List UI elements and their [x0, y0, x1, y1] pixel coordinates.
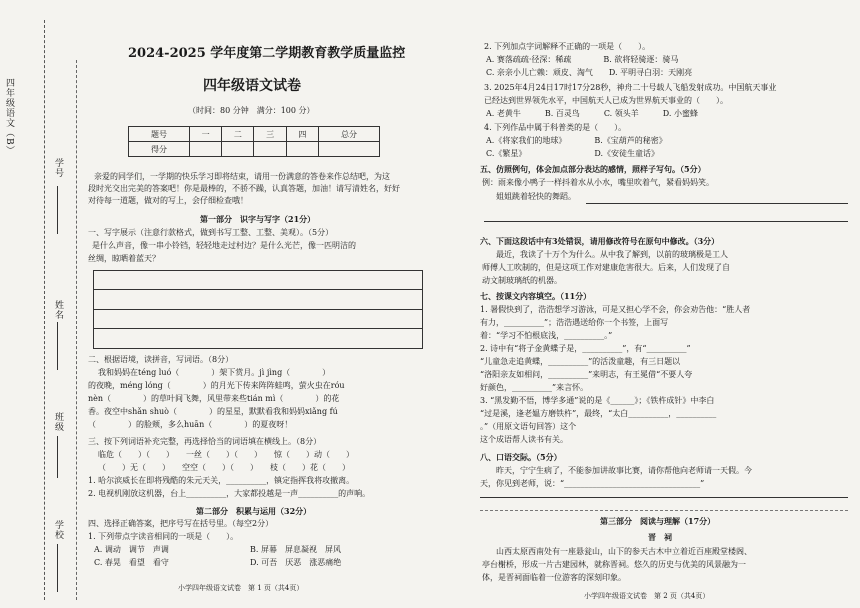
q4-4-options-ab[interactable]: A.《将家我们的地球》 B.《宝葫芦的秘密》	[486, 136, 667, 145]
time-score: （时间：80 分钟 满分：100 分）	[188, 106, 315, 115]
q2-line: nèn（ ）的草叶间飞舞，风里带来些tián mì（ ）的花	[88, 394, 340, 403]
score-row-values	[129, 142, 380, 157]
q8-line: 昨天，宁宁生病了，不能参加讲故事比赛，请你帮他向老师请一天假。今	[496, 466, 752, 475]
score-row-heading	[129, 127, 380, 142]
score-input[interactable]	[189, 142, 221, 157]
student-number-label: 学号	[53, 158, 63, 178]
q7-line: “洛阳亲友如相问，__________”来明志，有王冕借“不要人夸	[480, 370, 693, 379]
part2-heading: 第二部分 积累与运用（32分）	[196, 506, 312, 516]
q4-3-options[interactable]: A. 老黄牛 B. 百灵鸟 C. 领头羊 D. 小蜜蜂	[486, 109, 698, 118]
writing-line	[94, 309, 422, 310]
q7-line: 这个成语帮人读书有关。	[480, 435, 568, 444]
q8-line: 天，你见到老师，说：“__________________________________”	[480, 479, 705, 488]
footer-left: 小学四年级语文试卷 第 1 页（共4页）	[178, 584, 304, 592]
footer-right: 小学四年级语文试卷 第 2 页（共4页）	[584, 592, 710, 600]
q5-title: 五、仿照例句，体会加点部分表达的感情，照样子写句。（5分）	[480, 164, 706, 174]
q4-4-stem: 4. 下列作品中属于科普类的是（ ）。	[484, 123, 627, 132]
score-input[interactable]	[286, 142, 318, 157]
q4-title: 四、选择正确答案，把序号写在括号里。（每空2分）	[88, 519, 274, 528]
q2-title: 二、根据语境，读拼音，写词语。（8分）	[88, 355, 234, 364]
score-cell: 二	[222, 127, 254, 142]
q7-line: “过是溪，逢老媪方磨铁杵”，最终，“太白__________，__________	[480, 409, 717, 418]
q7-line: 好颜色，__________”来言怀。	[480, 383, 589, 392]
q5-answer-line[interactable]	[586, 203, 848, 204]
reading-line: 山西太原西南处有一座悬瓮山，山下的参天古木中立着近百座殿堂楼阁、	[496, 547, 752, 556]
exam-subtitle: 四年级语文试卷	[203, 78, 301, 94]
right-page	[452, 0, 856, 608]
q4-2-options-cd[interactable]: C. 亲亲小儿亡赖：顽皮、淘气 D. 平明寻白羽：天刚亮	[486, 68, 693, 77]
score-cell: 题号	[129, 127, 190, 142]
score-table	[128, 126, 380, 157]
q5-prompt: 姐姐跳着轻快的舞蹈。	[496, 192, 576, 201]
score-cell: 三	[254, 127, 286, 142]
q2-line: 我和妈妈在téng luó（ ）架下赏月。jì jìng（ ）	[98, 368, 331, 377]
part1-heading: 第一部分 识字与写字（21分）	[200, 214, 316, 224]
q3-line: 临危（ ）（ ） 一丝（ ）（ ） 惊（ ）动（ ）	[98, 450, 354, 459]
q4-1-option-b[interactable]: B. 屏幕 屏息凝视 屏风	[250, 545, 341, 554]
q4-4-options-cd[interactable]: C.《繁星》 D.《安徒生童话》	[486, 149, 660, 158]
writing-grid[interactable]	[93, 270, 423, 349]
q4-1-stem: 1. 下列带点字读音相同的一项是（ ）。	[88, 532, 239, 541]
q2-line: 的夜晚，méng lóng（ ）的月光下传来阵阵蛙鸣，萤火虫在róu	[88, 381, 345, 390]
class-field[interactable]	[57, 436, 59, 478]
exam-title: 2024-2025 学年度第二学期教育教学质量监控	[128, 46, 406, 61]
q8-title: 八、口语交际。（5分）	[480, 452, 562, 462]
q6-line: 师傅人工吹制的，但是这项工作对建康危害很大。后来，人们发现了自	[482, 263, 730, 272]
q4-1-option-d[interactable]: D. 可吾 厌恶 涨恶痛绝	[250, 558, 342, 567]
binding-line	[44, 20, 45, 600]
q1-title: 一、写字展示（注意行款格式，做到书写工整、工整、美观）。（5分）	[88, 228, 334, 237]
q7-title: 七、按课文内容填空。（11分）	[480, 291, 592, 301]
score-input[interactable]	[319, 142, 380, 157]
q7-line: 2. 诗中有“将子金黄蝶子是，__________”，有“__________”	[480, 344, 691, 353]
name-field[interactable]	[57, 322, 59, 370]
q4-2-stem: 2. 下列加点字词解释不正确的一项是（ ）。	[484, 42, 651, 51]
reading-title: 晋 祠	[648, 532, 672, 542]
q8-answer-line[interactable]	[480, 497, 848, 498]
score-input[interactable]	[254, 142, 286, 157]
q5-example: 例：雨来像小鸭子一样抖着水从小水，嘴里吹着气，紧看妈妈笑。	[482, 178, 714, 187]
q7-line: “儿童急走追黄蝶，__________”的活泼童趣，有三日题以	[480, 357, 681, 366]
q7-line: 着：“学习不怕根底浅，__________。”	[480, 331, 613, 340]
q5-answer-line[interactable]	[484, 221, 848, 222]
q4-3-line: 已经达到世界领先水平，中国航天人已成为世界航天事业的（ ）。	[484, 96, 728, 105]
class-label: 班级	[53, 412, 63, 432]
q1-line: 是什么声音，像一串小铃铛，轻轻地走过村边？是什么光芒，像一匹明洁的	[92, 241, 356, 250]
q1-line: 丝绸，晾晒着蓝天？	[88, 254, 160, 263]
q2-line: 香。夜空中shǎn shuò（ ）的星星，默默看我和妈妈xiǎng fú	[88, 407, 338, 416]
q4-2-options-ab[interactable]: A. 赛落疏疏·径深：稀疏 B. 欲将轻骑逐：骑马	[486, 55, 679, 64]
q3-title: 三、按下列词语补充完整，再选择恰当的词语填在横线上。（8分）	[88, 437, 322, 446]
intro-line: 对待每一道题，做对的写上，会仔细检查哦！	[88, 196, 248, 205]
q4-1-option-a[interactable]: A. 调动 调节 声调	[94, 545, 169, 554]
q3-line: 2. 电视机刚放这机器，台上__________，大家都投越是一声__________的声响。	[88, 489, 371, 498]
q7-line: 1. 暑假快到了，浩浩想学习游泳，可是又担心学不会，你会劝告他：“胜人者	[480, 305, 751, 314]
q7-line: 3. “黑发勤不悟，博学多通”说的是《______》；《铁杵成针》中李白	[480, 396, 715, 405]
q6-line: 动文制玻璃纸的机器。	[482, 276, 562, 285]
reading-line: 亭台榭桥，形成一片古建园林，就称晋祠。悠久的历史与优美的风景融为一	[482, 560, 746, 569]
q6-line: 最近，我读了十万个为什么。从中我了解到，以前的玻璃极是工人	[496, 250, 728, 259]
q6-title: 六、下面这段话中有3处错误，请用修改符号在原句中修改。（3分）	[480, 236, 720, 246]
subject-label: 四年级语文（B）	[4, 78, 14, 156]
score-cell: 得分	[129, 142, 190, 157]
student-number-field[interactable]	[57, 186, 59, 234]
score-cell: 四	[286, 127, 318, 142]
writing-line	[94, 328, 422, 329]
writing-line	[94, 289, 422, 290]
q7-line: 有力，__________”；浩浩遇送给你一个书签，上面写	[480, 318, 669, 327]
q7-line: 。”（用原文语句回答）这个	[480, 422, 577, 431]
score-cell: 一	[189, 127, 221, 142]
section-divider	[480, 510, 848, 511]
q4-1-option-c[interactable]: C. 春晃 看望 看守	[94, 558, 169, 567]
intro-line: 亲爱的同学们，一学期的快乐学习即将结束，请用一份满意的答卷来作总结吧，为这	[94, 172, 390, 181]
part3-heading: 第三部分 阅读与理解（17分）	[600, 516, 716, 526]
q3-line: （ ）无（ ） 空空（ ）（ ） 枝（ ）花（ ）	[98, 463, 350, 472]
cut-line	[76, 60, 77, 600]
score-cell: 总分	[319, 127, 380, 142]
intro-line: 段时光交出完美的答案吧！你是最棒的，不骄不躁，认真答题，加油！请写清姓名，好好	[88, 184, 400, 193]
school-field[interactable]	[57, 544, 59, 592]
q4-3-line: 3. 2025年4月24日17时17分28秒，神舟二十号载人飞船发射成功。中国航天事业	[484, 83, 777, 92]
reading-line: 体，是晋祠面临着一位游客的深刻印象。	[482, 573, 626, 582]
q3-line: 1. 哈尔滨威长在即将残酷的朱元天关，__________，镇定指挥我将攻撤离。	[88, 476, 355, 485]
name-label: 姓名	[53, 300, 63, 320]
score-input[interactable]	[222, 142, 254, 157]
school-label: 学校	[53, 520, 63, 540]
q2-line: （ ）的脸颊，多么huān（ ）的夏夜呀！	[88, 420, 293, 429]
